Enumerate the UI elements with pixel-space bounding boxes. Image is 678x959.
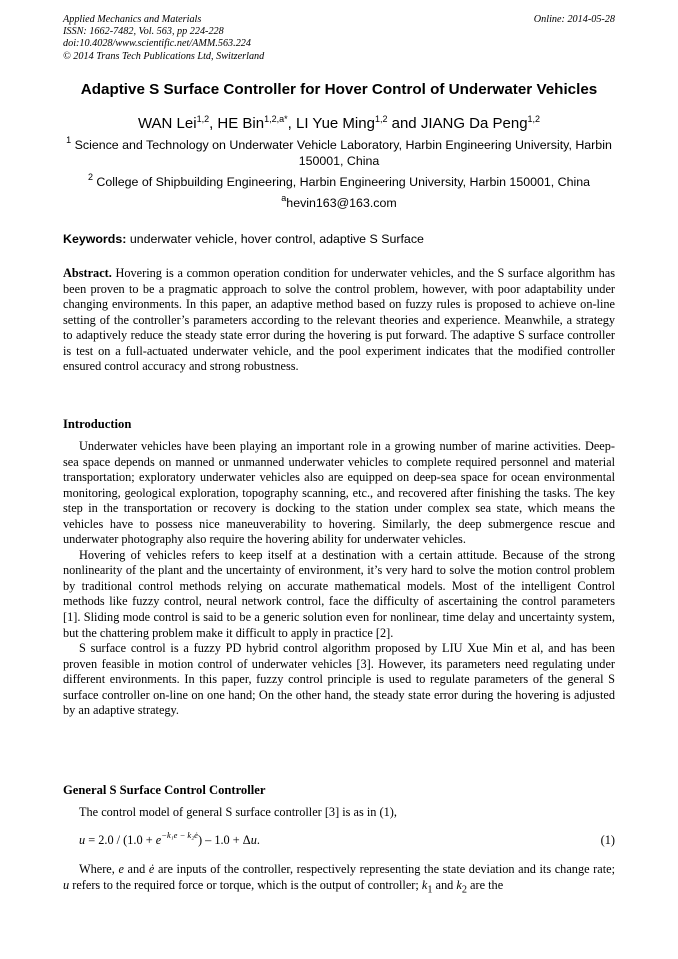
equation-variable: e: [155, 833, 162, 847]
author-affiliation-mark: 1,2: [527, 114, 541, 124]
equation-text: .: [256, 833, 260, 847]
paragraph: S surface control is a fuzzy PD hybrid control algorithm proposed by LIU Xue Min et al, and has been proven feasible in motion control of underwater vehicles [3]. However, its parameters need regulating under different environments. In this paper, fuzzy control principle is used to regulate parameters of the general S surface controller on-line on one hand; On the other hand, the steady state error during the hovering is adjusted by an adaptive strategy.: [63, 641, 615, 718]
introduction-heading: Introduction: [63, 417, 132, 431]
journal-header: [63, 14, 615, 63]
paragraph: Hovering of vehicles refers to keep itself at a destination with a certain attitude. Because of the strong nonlinearity of the plant and the uncertainty of environment, it’s very hard to solve the motion control problem by traditional control methods relying on accurate mathematical models. Most of the intelligent Control methods like fuzzy control, neural network control, face the difficulty of ascertaining the control parameters [1]. Sliding mode control is said to be a generic solution even for nonlinear, time delay and uncertainty system, but the chattering problem make it difficult to apply in practice [2].: [63, 547, 615, 640]
equation-variable: u: [250, 833, 257, 847]
author-affiliation-mark: 1,2,a*: [264, 114, 288, 124]
author-affiliation-mark: 1,2: [374, 114, 388, 124]
equation-exponent: −k₁e − k₂ė: [161, 830, 198, 840]
equation-1: [79, 830, 615, 853]
affiliation-text: Science and Technology on Underwater Vehicle Laboratory, Harbin Engineering University, Harbin 150001, China: [74, 138, 612, 168]
equation-variable: u: [79, 833, 86, 847]
author-email: [40, 193, 638, 210]
general-s-surface-heading: General S Surface Control Controller: [63, 783, 266, 797]
author-list: [40, 115, 638, 132]
abstract-section: [63, 266, 615, 375]
keywords-line: [63, 232, 623, 246]
affiliation-mark: 2: [87, 172, 93, 182]
author-name: WAN Lei: [137, 115, 197, 132]
abstract-text: Hovering is a common operation condition for underwater vehicles, and the S surface algorithm has been proven to be a pragmatic approach to solve the control problem, however, with poor adaptability under changing environments. In this paper, an adaptive method based on fuzzy rules is proposed to achieve on-line setting of the controller’s parameters according to the relevant theories and experience. Meanwhile, a strategy to adaptively reduce the steady state error during the hovering is put forward. The adaptive S surface controller is test on a full-actuated underwater vehicle, and the pool experiment indicates that the modified controller ensured control accuracy and strong robustness.: [63, 266, 615, 374]
variable-description: [63, 862, 615, 898]
paragraph: Underwater vehicles have been playing an important role in a growing number of marine activities. Deep-sea space depends on manned or unmanned underwater vehicles to complete required personnel and material transportation; exploratory underwater vehicles also are equipped on deep-sea space for ocean environmental monitoring, geological exploration, topography scanning, etc., and recovered after finishing the tasks. The key step in the transportation or recovery is docking to the station under complex sea state, which means the vehicles have to possess nice maneuverability to hovering. Similarly, the deep submergence rescue and underwater photography also require the hovering ability for underwater vehicles.: [63, 439, 615, 547]
journal-doi[interactable]: doi:10.4028/www.scientific.net/AMM.563.224: [63, 38, 251, 50]
journal-name: Applied Mechanics and Materials: [63, 14, 202, 25]
author-name: LI Yue Ming: [295, 115, 375, 132]
journal-issn: ISSN: 1662-7482, Vol. 563, pp 224-228: [63, 26, 224, 38]
journal-copyright: © 2014 Trans Tech Publications Ltd, Switzerland: [63, 50, 265, 62]
introduction-section: [63, 439, 615, 719]
affiliation-text: College of Shipbuilding Engineering, Harbin Engineering University, Harbin 150001, China: [96, 175, 591, 189]
author-separator: and: [387, 115, 421, 132]
author-name: HE Bin: [217, 115, 265, 132]
author-separator: ,: [209, 115, 218, 132]
equation-number: (1): [600, 833, 615, 847]
keywords-text: underwater vehicle, hover control, adaptive S Surface: [129, 232, 424, 246]
equation-text: = 2.0 / (1.0 +: [85, 833, 156, 847]
affiliation-2: [62, 172, 616, 191]
online-date: Online: 2014-05-28: [533, 14, 615, 25]
paragraph: Where, e and ė are inputs of the controller, respectively representing the state deviation and its change rate; u refers to the required force or torque, which is the output of controller; $k_1$ and $k_2$ are the: [63, 862, 615, 895]
paper-title: Adaptive S Surface Controller for Hover Control of Underwater Vehicles: [80, 81, 598, 98]
abstract-label: Abstract.: [63, 266, 112, 280]
email-mark: a: [281, 193, 287, 203]
author-name: JIANG Da Peng: [420, 115, 528, 132]
paragraph: The control model of general S surface controller [3] is as in (1),: [79, 805, 397, 819]
email-address[interactable]: hevin163@163.com: [286, 196, 397, 210]
affiliation-mark: 1: [66, 135, 72, 145]
keywords-label: Keywords:: [63, 232, 127, 246]
equation-text: ) – 1.0 + Δ: [197, 833, 251, 847]
affiliation-1: [62, 135, 616, 169]
author-affiliation-mark: 1,2: [196, 114, 210, 124]
author-separator: ,: [287, 115, 296, 132]
general-intro-sentence: [63, 805, 615, 821]
